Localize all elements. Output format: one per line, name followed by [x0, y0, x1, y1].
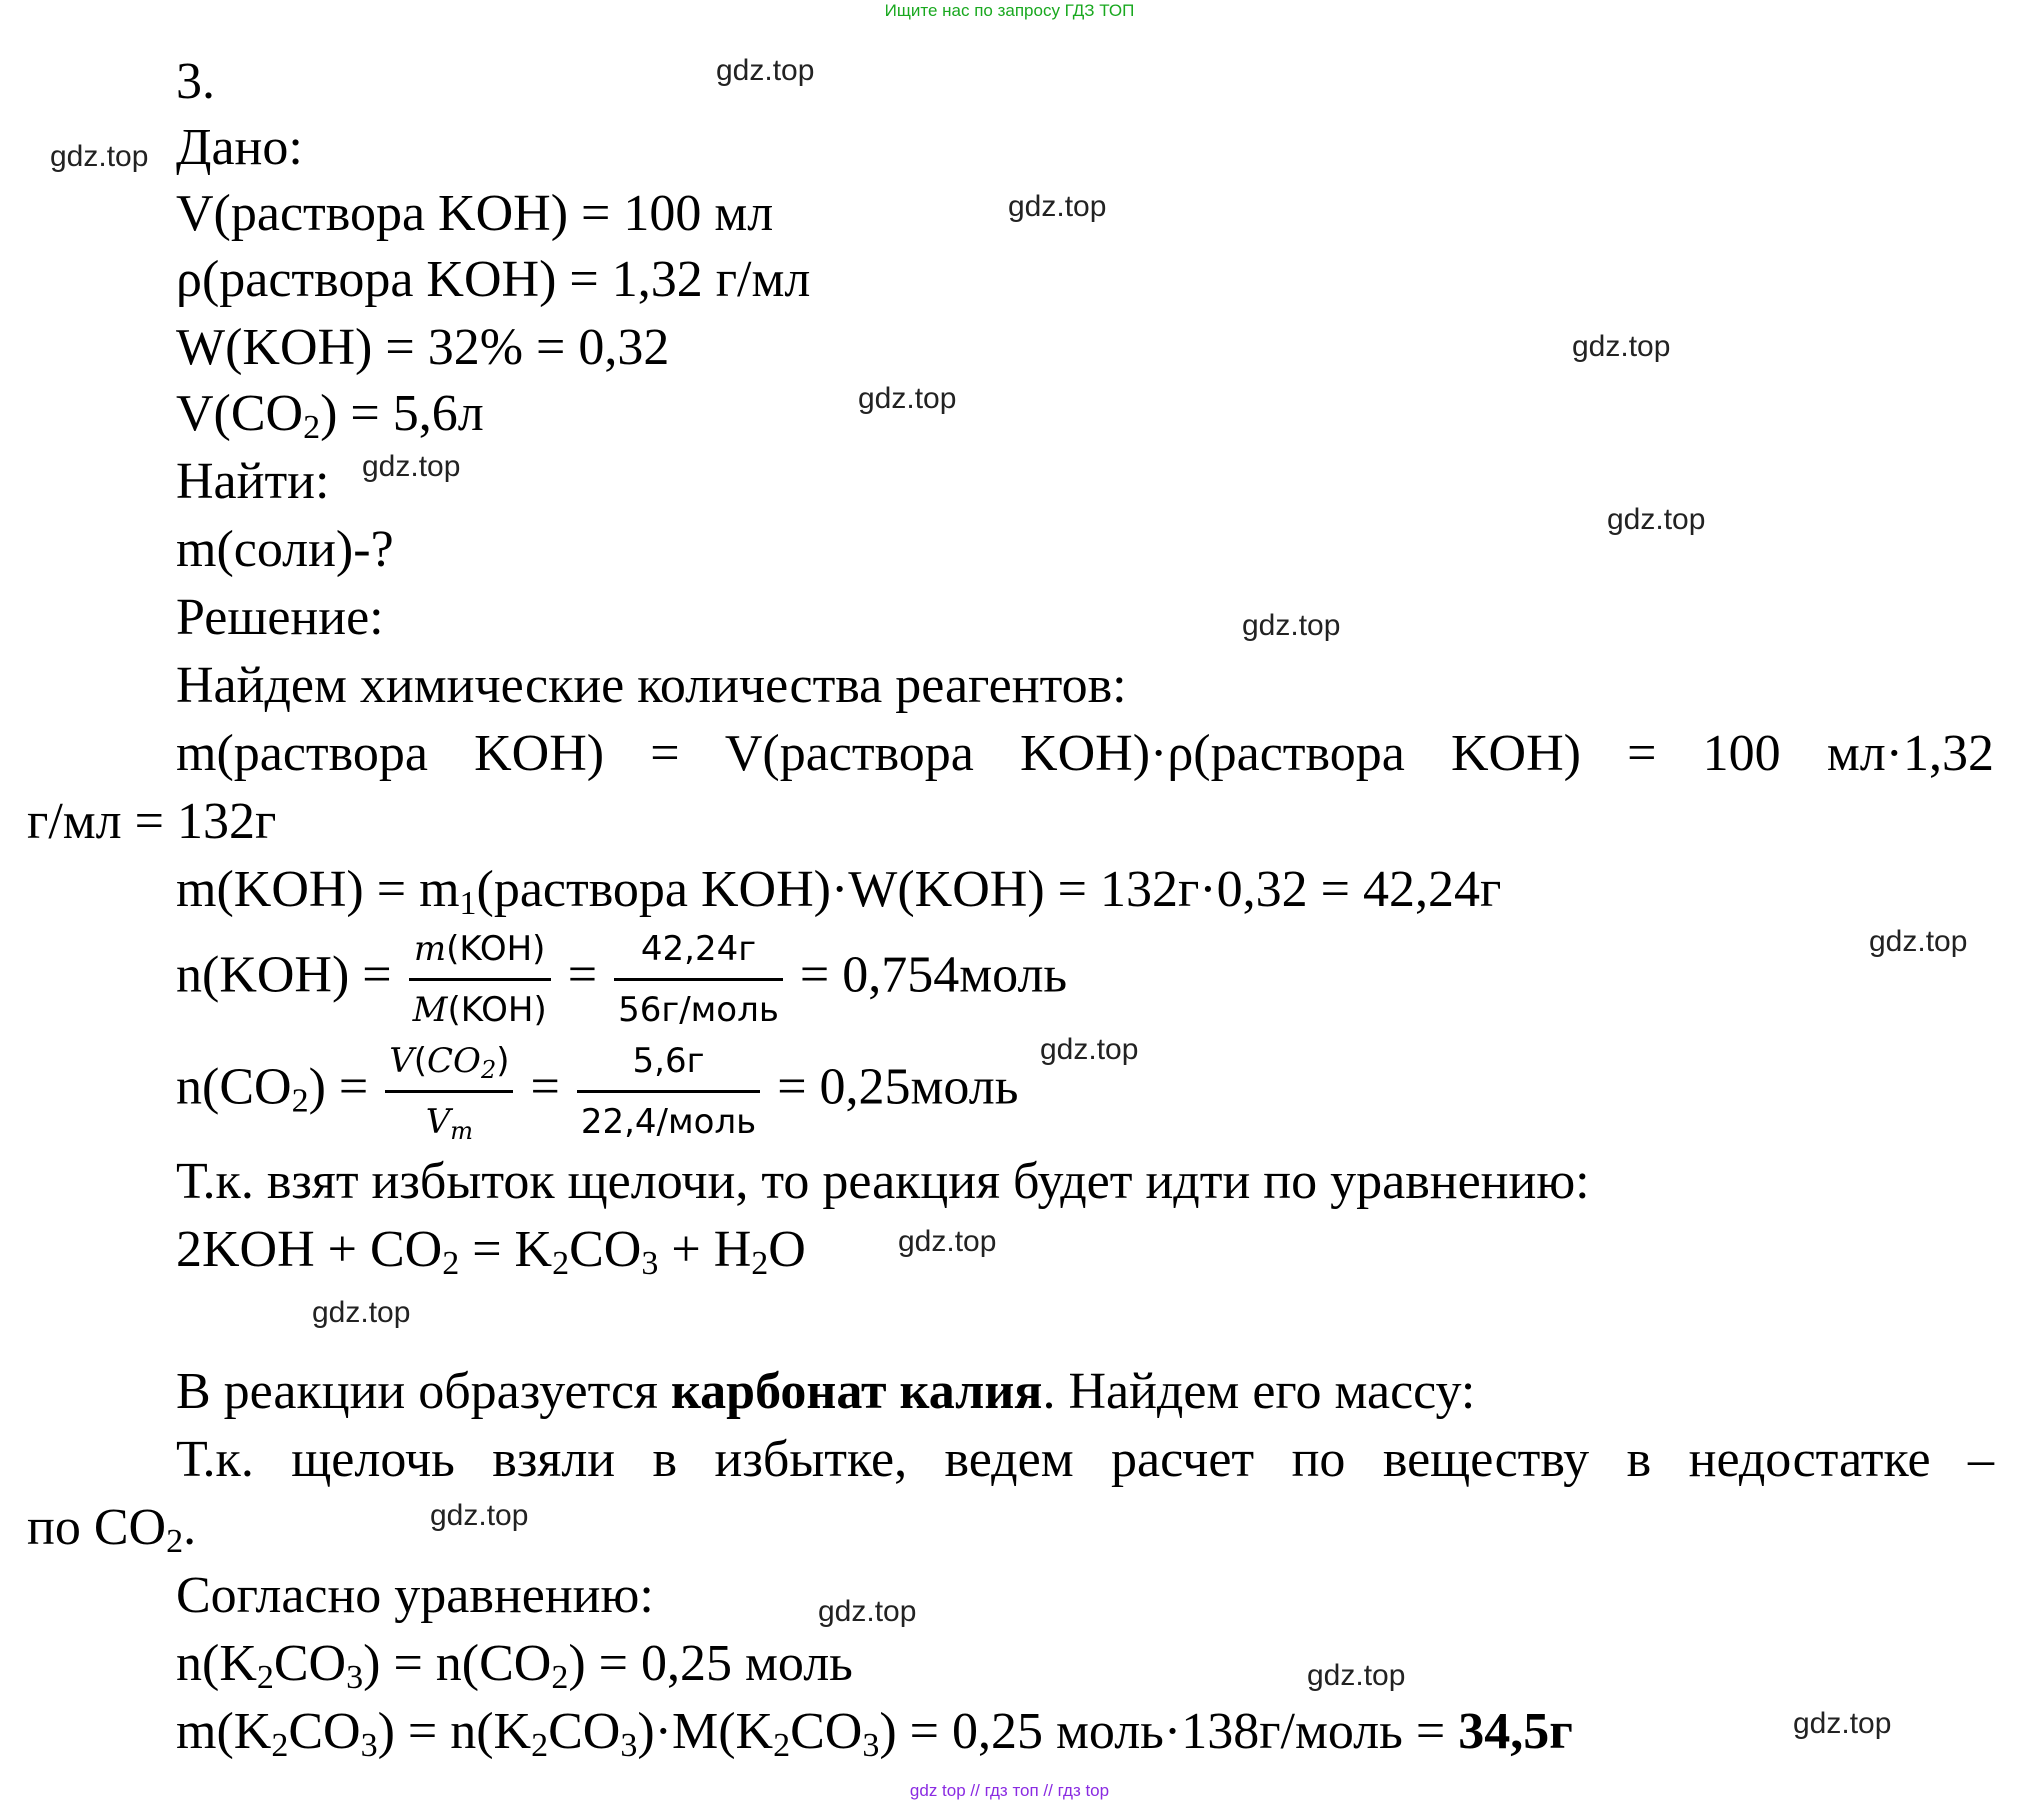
- watermark: gdz.top: [1793, 1707, 1892, 1740]
- task-number: 3.: [176, 53, 215, 110]
- reaction-equation: $2KOH + CO_2 = K_2CO_3 + H_2O$: [176, 1221, 806, 1282]
- given-volume: V(раствора KOH) = 100 мл: [176, 185, 774, 242]
- find-label: Найти:: [176, 453, 330, 510]
- fraction: $\frac{\text{m(KOH)}}{\text{M(KOH)}}$: [409, 920, 551, 1039]
- m-k2co3-line: $m(K_2CO_3) = n(K_2CO_3)\cdot M(K_2CO_3) = 0,25$ моль·138г/моль = 34,5г: [176, 1703, 1573, 1764]
- fraction: $\frac{42,24г}{\text{56г/моль}}$: [614, 920, 783, 1039]
- watermark: gdz.top: [1307, 1659, 1406, 1692]
- watermark: gdz.top: [716, 54, 815, 87]
- fraction: $\frac{5,6г}{\text{22,4/моль}}$: [577, 1032, 760, 1151]
- watermark: gdz.top: [858, 382, 957, 415]
- product-text: В реакции образуется карбонат калия. Найдем его массу:: [176, 1363, 1476, 1420]
- mass-solution-line-cont: г/мл = 132г: [27, 793, 277, 850]
- watermark: gdz.top: [430, 1499, 529, 1532]
- watermark: gdz.top: [818, 1595, 917, 1628]
- watermark: gdz.top: [50, 140, 149, 173]
- given-co2-volume: $V(CO_2) = 5,6л$: [176, 385, 484, 446]
- top-banner: Ищите нас по запросу ГДЗ ТОП: [884, 1, 1135, 20]
- given-label: Дано:: [176, 119, 303, 176]
- calc-basis-line: Т.к. щелочь взяли в избытке, ведем расчет по веществу в недостатке –: [176, 1431, 1994, 1488]
- solution-label: Решение:: [176, 589, 384, 646]
- according-label: Согласно уравнению:: [176, 1567, 654, 1624]
- calc-basis-line-cont: по $CO_2$.: [27, 1499, 197, 1560]
- excess-text: Т.к. взят избыток щелочи, то реакция будет идти по уравнению:: [176, 1153, 1590, 1210]
- step-intro: Найдем химические количества реагентов:: [176, 657, 1127, 714]
- watermark: gdz.top: [1008, 190, 1107, 223]
- watermark: gdz.top: [1572, 330, 1671, 363]
- watermark: gdz.top: [1242, 609, 1341, 642]
- fraction: $\frac{V(CO_2)}{V_m}$: [385, 1032, 513, 1151]
- watermark: gdz.top: [1607, 503, 1706, 536]
- given-density: ρ(раствора KOH) = 1,32 г/мл: [176, 251, 811, 308]
- n-koh-formula: n(KOH) = $\frac{\text{m(KOH)}}{\text{M(KOH)}}$ = $\frac{42,24г}{\text{56г/моль}}$ = 0,754моль: [176, 920, 1067, 1039]
- watermark: gdz.top: [362, 450, 461, 483]
- watermark: gdz.top: [898, 1225, 997, 1258]
- given-fraction: W(KOH) = 32% = 0,32: [176, 319, 670, 376]
- n-k2co3-line: $n(K_2CO_3) = n(CO_2) = 0,25$ моль: [176, 1635, 853, 1696]
- mass-solution-line: m(раствора KOH) = V(раствора KOH)·ρ(раствора KOH) = 100 мл·1,32: [176, 725, 1994, 782]
- find-item: m(соли)-?: [176, 521, 394, 578]
- mass-koh-line: $m(KOH) = m_1(раствора$ KOH)·W(KOH) = 132г·0,32 = 42,24г: [176, 861, 1502, 922]
- bottom-banner: gdz top // гдз топ // гдз top: [909, 1781, 1110, 1800]
- final-answer: 34,5г: [1458, 1703, 1573, 1760]
- watermark: gdz.top: [312, 1296, 411, 1329]
- watermark: gdz.top: [1040, 1033, 1139, 1066]
- watermark: gdz.top: [1869, 925, 1968, 958]
- n-co2-formula: $n(CO_2)$ = $\frac{V(CO_2)}{V_m}$ = $\frac{5,6г}{\text{22,4/моль}}$ = 0,25моль: [176, 1032, 1018, 1151]
